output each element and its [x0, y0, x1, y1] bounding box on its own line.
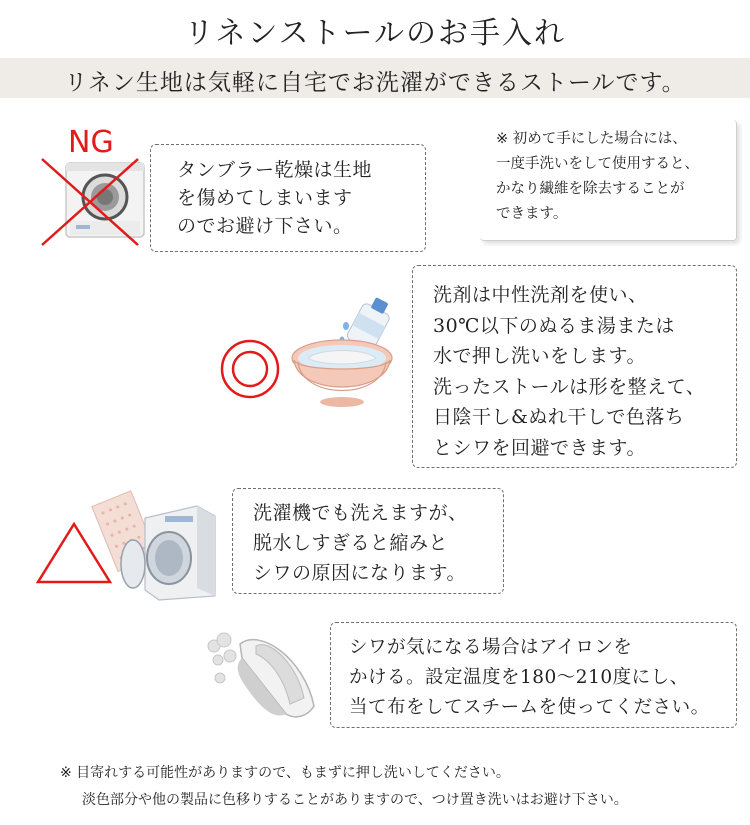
hand-wash-note-text: 洗剤は中性洗剤を使い、 30℃以下のぬるま湯または 水で押し洗いをします。 洗ったストールは形を整えて、 日陰干し&ぬれ干しで色落ち とシワを回避できます。	[433, 284, 706, 459]
hand-wash-note-box	[412, 265, 737, 468]
page-subtitle: リネン生地は気軽に自宅でお洗濯ができるストールです。	[64, 70, 686, 96]
tumble-dryer-note-box	[150, 144, 426, 252]
footer-note-line-1: ※ 目寄れする可能性がありますので、もまずに押し洗いしてください。	[60, 765, 510, 781]
iron-note-box	[330, 622, 737, 728]
washing-machine-note-text: 洗濯機でも洗えますが、 脱水しすぎると縮みと シワの原因になります。	[253, 502, 468, 584]
washing-machine-icon	[85, 478, 220, 603]
washing-machine-note-box	[232, 488, 504, 594]
steam-iron-icon	[200, 622, 320, 726]
page-title: リネンストールのお手入れ	[184, 16, 566, 51]
iron-note-text: シワが気になる場合はアイロンを かける。設定温度を180〜210度にし、 当て布をしてスチームを使ってください。	[349, 637, 710, 718]
double-circle-icon	[219, 338, 281, 400]
footer-note-line-2: 淡色部分や他の製品に色移りすることがありますので、つけ置き洗いはお避け下さい。	[82, 792, 628, 808]
first-use-note	[480, 120, 737, 241]
tumble-dryer-note-text: タンブラー乾燥は生地 を傷めてしまいます のでお避け下さい。	[177, 159, 373, 237]
cross-icon	[38, 155, 142, 249]
washing-basin-icon	[290, 292, 410, 416]
ng-label: NG	[68, 125, 114, 160]
first-use-note-text: ※ 初めて手にした場合には、 一度手洗いをして使用すると、 かなり繊維を除去することが できます。	[496, 131, 699, 222]
ng-badge	[30, 125, 145, 250]
